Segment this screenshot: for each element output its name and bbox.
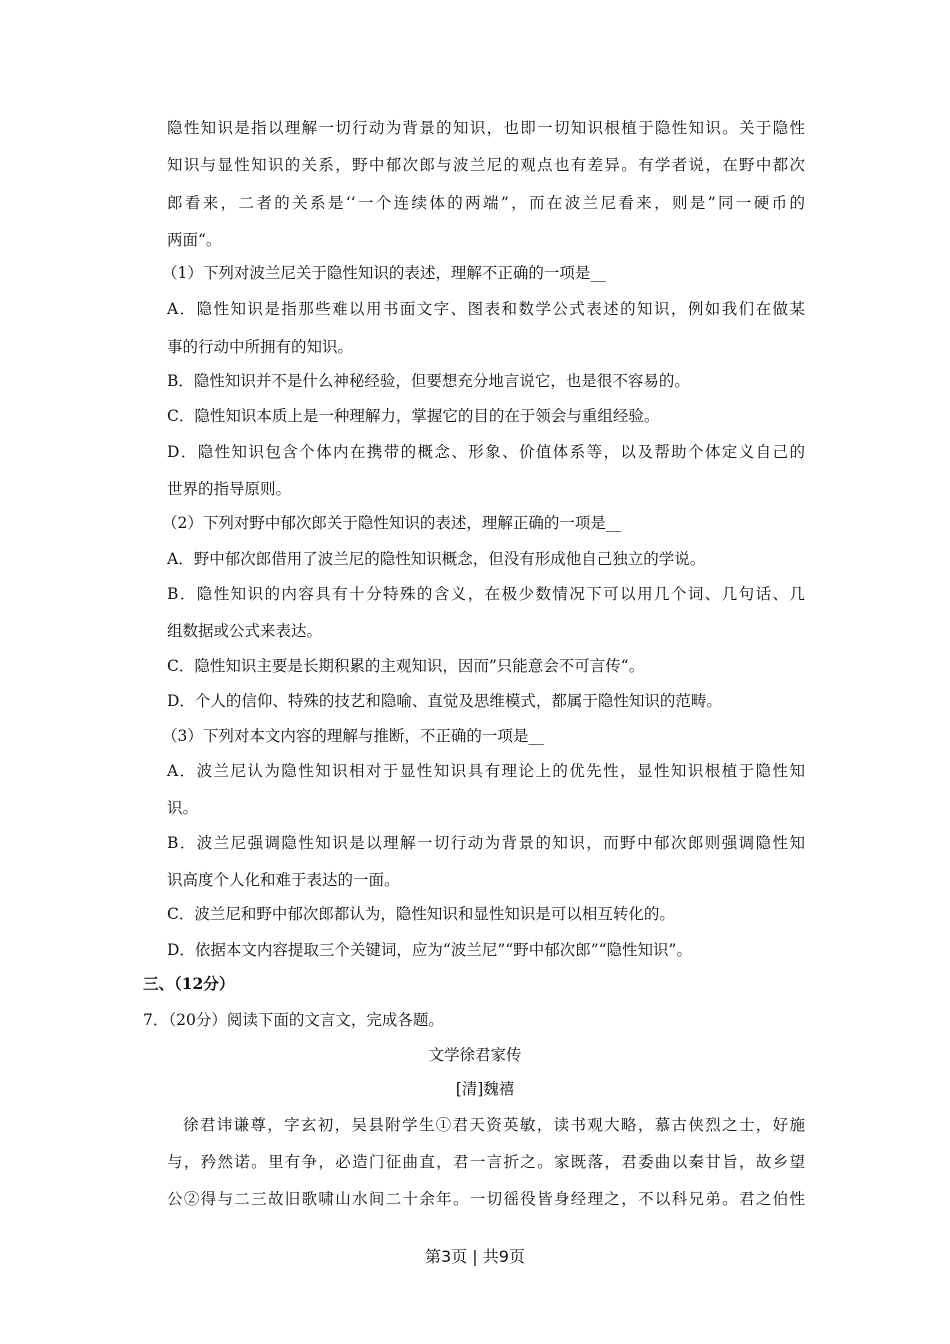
section-heading: 三、（12分）: [143, 974, 235, 993]
q3-option-a: A．波兰尼认为隐性知识相对于显性知识具有理论上的优先性，显性知识根植于隐性知: [167, 762, 805, 780]
q1-option-b: B．隐性知识并不是什么神秘经验，但要想充分地言说它，也是很不容易的。: [167, 372, 690, 390]
paragraph-line: 隐性知识是指以理解一切行动为背景的知识，也即一切知识根植于隐性知识。关于隐性: [167, 119, 805, 137]
q3-option-c: C．波兰尼和野中郁次郎都认为，隐性知识和显性知识是可以相互转化的。: [167, 905, 675, 923]
q1-option-c: C．隐性知识本质上是一种理解力，掌握它的目的在于领会与重组经验。: [167, 407, 660, 425]
paragraph-line: 郎看来，二者的关系是‘‘一个连续体的两端”，而在波兰尼看来，则是”同一硬币的: [167, 194, 805, 212]
passage-line: 与，矜然诺。里有争，必造门征曲直，君一言折之。家既落，君委曲以秦甘旨，故乡望: [167, 1153, 805, 1171]
question-1-stem: （1）下列对波兰尼关于隐性知识的表述，理解不正确的一项是__: [162, 264, 606, 282]
q2-option-b: B．隐性知识的内容具有十分特殊的含义，在极少数情况下可以用几个词、几句话、几: [167, 585, 805, 603]
q1-option-d: D．隐性知识包含个体内在携带的概念、形象、价值体系等，以及帮助个体定义自己的: [167, 443, 805, 461]
q2-option-b-cont: 组数据或公式来表达。: [167, 622, 323, 640]
q3-option-d: D．依据本文内容提取三个关键词，应为“波兰尼”“野中郁次郎”“隐性知识”。: [167, 941, 692, 959]
passage-title: 文学徐君家传: [428, 1046, 522, 1064]
q2-option-d: D．个人的信仰、特殊的技艺和隐喻、直觉及思维模式，都属于隐性知识的范畴。: [167, 692, 722, 710]
q1-option-a: A．隐性知识是指那些难以用书面文字、图表和数学公式表述的知识，例如我们在做某: [167, 300, 805, 318]
q2-option-c: C．隐性知识主要是长期积累的主观知识，因而”只能意会不可言传“。: [167, 657, 645, 675]
q1-option-a-cont: 事的行动中所拥有的知识。: [167, 338, 354, 356]
question-2-stem: （2）下列对野中郁次郎关于隐性知识的表述，理解正确的一项是__: [162, 514, 622, 532]
q2-option-a: A．野中郁次郎借用了波兰尼的隐性知识概念，但没有形成他自己独立的学说。: [167, 550, 706, 568]
question-7-stem: 7．（20分）阅读下面的文言文，完成各题。: [143, 1011, 444, 1029]
page-footer: 第3页 | 共9页: [425, 1247, 525, 1266]
passage-author: [清]魏禧: [455, 1080, 515, 1098]
paragraph-line: 知识与显性知识的关系，野中郁次郎与波兰尼的观点也有差异。有学者说，在野中都次: [167, 156, 805, 174]
q3-option-b-cont: 识高度个人化和难于表达的一面。: [167, 871, 400, 889]
passage-line: 徐君讳谦尊，字玄初，吴县附学生①君天资英敏，读书观大略，慕古侠烈之士，好施: [183, 1116, 805, 1134]
paragraph-line: 两面“。: [167, 231, 222, 249]
q3-option-b: B．波兰尼强调隐性知识是以理解一切行动为背景的知识，而野中郁次郎则强调隐性知: [167, 834, 805, 852]
passage-line: 公②得与二三故旧歌啸山水间二十余年。一切徭役皆身经理之，不以科兄弟。君之伯性: [167, 1190, 805, 1208]
q1-option-d-cont: 世界的指导原则。: [167, 480, 292, 498]
question-3-stem: （3）下列对本文内容的理解与推断，不正确的一项是__: [162, 727, 544, 745]
q3-option-a-cont: 识。: [167, 799, 199, 817]
